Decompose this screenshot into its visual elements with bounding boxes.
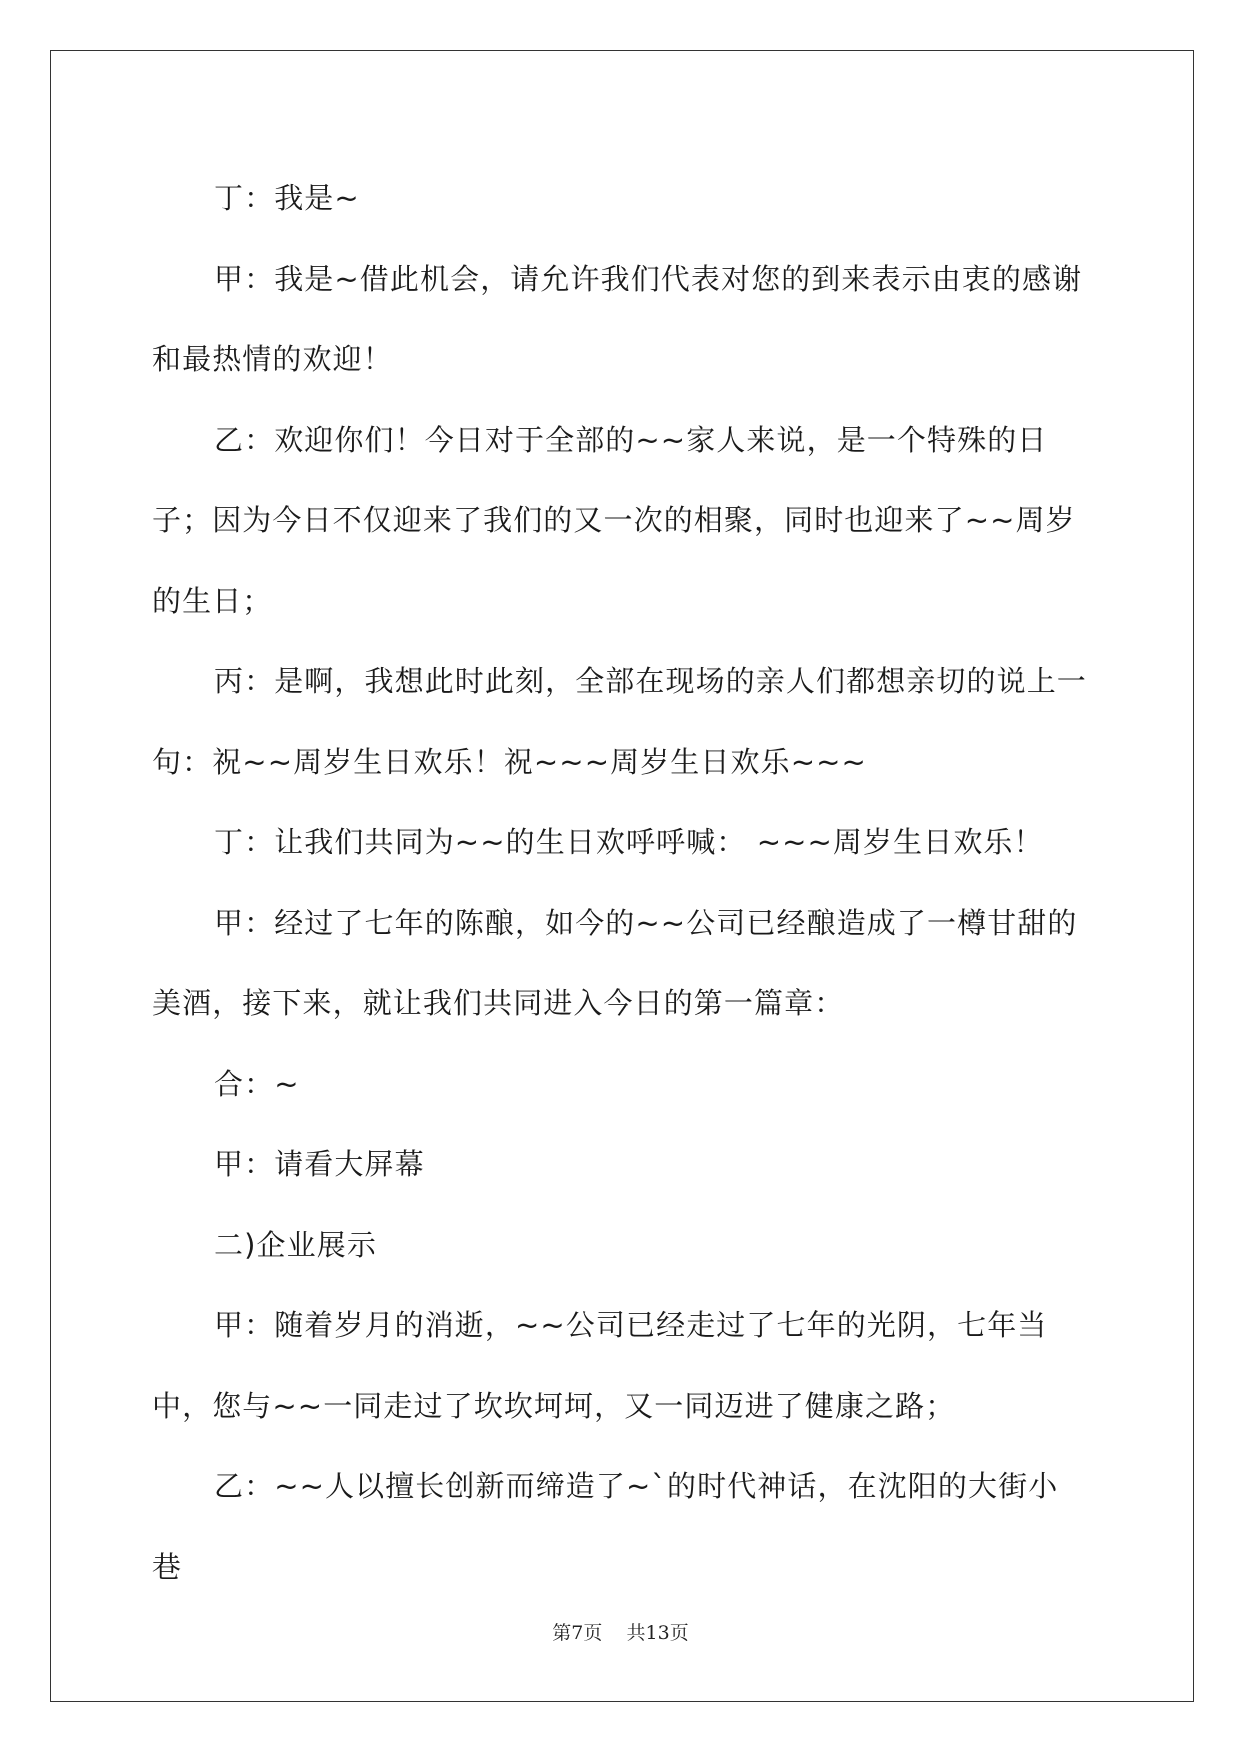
paragraph: 甲：请看大屏幕 xyxy=(214,1147,425,1181)
paragraph: 乙：欢迎你们！今日对于全部的~~家人来说，是一个特殊的日子；因为今日不仅迎来了我们的又一次的相聚，同时也迎来了~~周岁的生日； xyxy=(152,422,1076,618)
paragraph: 合：~ xyxy=(214,1066,300,1101)
document-body xyxy=(152,158,1087,1607)
page-total: 共13页 xyxy=(626,1622,689,1644)
paragraph: 乙：~~人以擅长创新而缔造了~`的时代神话，在沈阳的大街小巷 xyxy=(152,1469,1059,1584)
paragraph: 丙：是啊，我想此时此刻，全部在现场的亲人们都想亲切的说上一句：祝~~周岁生日欢乐！祝~~~周岁生日欢乐~~~ xyxy=(152,664,1087,779)
paragraph: 甲：经过了七年的陈酿，如今的~~公司已经酿造成了一樽甘甜的美酒，接下来，就让我们共同进入今日的第一篇章： xyxy=(152,905,1078,1020)
paragraph: 丁：让我们共同为~~的生日欢呼呼喊： ~~~周岁生日欢乐！ xyxy=(214,825,1044,859)
page-number: 第7页 xyxy=(552,1622,603,1644)
paragraph: 甲：随着岁月的消逝，~~公司已经走过了七年的光阴，七年当中，您与~~一同走过了坎坎坷坷，又一同迈进了健康之路； xyxy=(152,1308,1048,1423)
section-heading: 二)企业展示 xyxy=(214,1227,377,1262)
paragraph: 丁：我是~ xyxy=(214,181,360,215)
page-footer xyxy=(0,1618,1241,1645)
paragraph: 甲：我是~借此机会，请允许我们代表对您的到来表示由衷的感谢和最热情的欢迎！ xyxy=(152,261,1083,376)
